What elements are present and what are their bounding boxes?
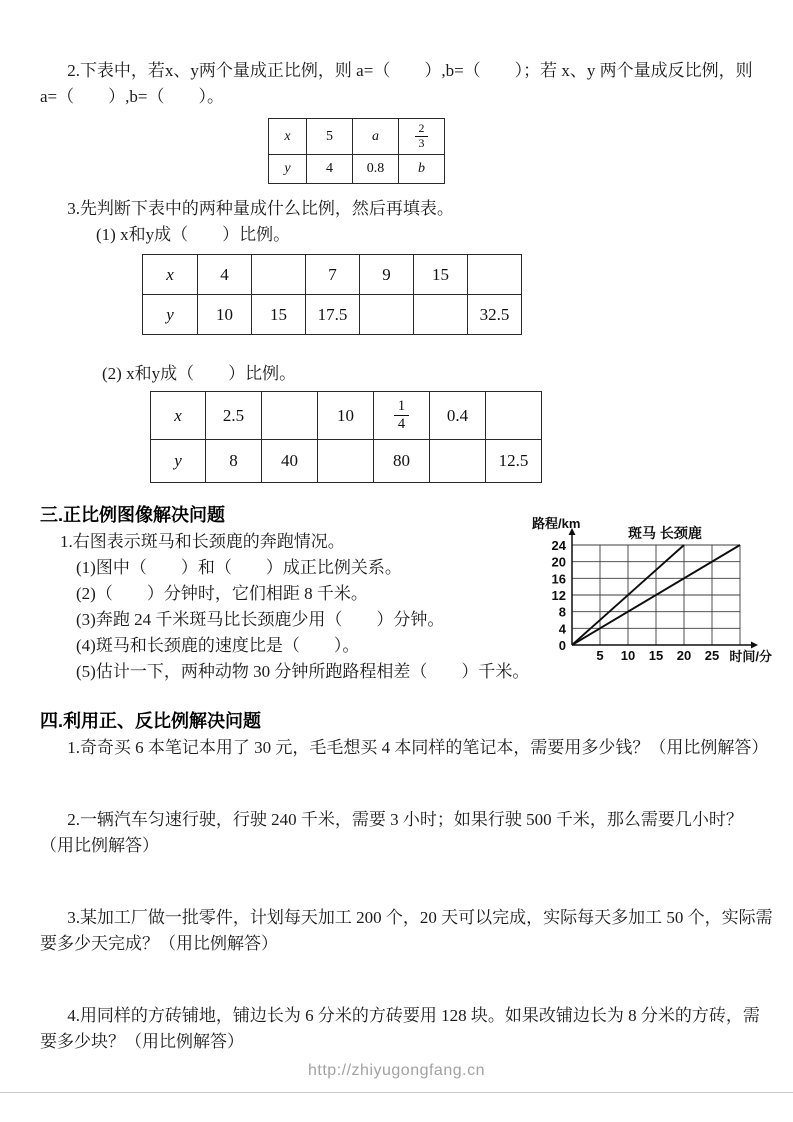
svg-text:20: 20 bbox=[676, 648, 692, 663]
table-row bbox=[143, 295, 522, 335]
table-cell: 10 bbox=[318, 392, 374, 440]
table-cell: 5 bbox=[307, 119, 353, 155]
chart-question-item-5: (5)估计一下，两种动物 30 分钟所跑路程相差（ ）千米。 bbox=[76, 662, 530, 681]
table-row bbox=[151, 440, 542, 483]
table-cell: 4 bbox=[307, 155, 353, 184]
fill-table-2 bbox=[150, 391, 542, 483]
word-problem-1: 1.奇奇买 6 本笔记本用了 30 元，毛毛想买 4 本同样的笔记本，需要用多少钱？（用比例解答） bbox=[67, 738, 769, 757]
question-2-text: 2.下表中，若x、y两个量成正比例，则 a=（ ）,b=（ ）；若 x、y 两个量成反比例，则 a=（ ）,b=（ ）。 bbox=[40, 61, 753, 106]
table-cell: 0.8 bbox=[353, 155, 399, 184]
table-cell: y bbox=[269, 155, 307, 184]
table-cell: 32.5 bbox=[468, 295, 522, 335]
table-cell: 40 bbox=[262, 440, 318, 483]
svg-text:4: 4 bbox=[558, 621, 566, 637]
table-cell: $\frac{1}{4}$ bbox=[374, 392, 430, 440]
word-problem-2: 2.一辆汽车匀速行驶，行驶 240 千米，需要 3 小时；如果行驶 500 千米，那么需要几小时？（用比例解答） bbox=[40, 810, 743, 855]
question-3-sub1: (1) x和y成（ ）比例。 bbox=[96, 225, 291, 244]
svg-text:0: 0 bbox=[558, 638, 566, 653]
table-cell: 17.5 bbox=[306, 295, 360, 335]
section-three-heading: 三.正比例图像解决问题 bbox=[40, 505, 225, 525]
chart-question-item-1: (1)图中（ ）和（ ）成正比例关系。 bbox=[76, 558, 402, 577]
table-cell: b bbox=[399, 155, 445, 184]
chart-question-intro: 1.右图表示斑马和长颈鹿的奔跑情况。 bbox=[60, 532, 345, 551]
svg-text:路程/km: 路程/km bbox=[532, 516, 581, 531]
proportion-table-xy bbox=[268, 118, 445, 184]
chart-question-item-2: (2)（ ）分钟时，它们相距 8 千米。 bbox=[76, 584, 368, 603]
word-problem-4: 4.用同样的方砖铺地，铺边长为 6 分米的方砖要用 128 块。如果改铺边长为 8 分米的方砖，需要多少块？（用比例解答） bbox=[40, 1006, 760, 1051]
table-cell: 2.5 bbox=[206, 392, 262, 440]
table-cell: a bbox=[353, 119, 399, 155]
table-cell bbox=[262, 392, 318, 440]
table-cell: 0.4 bbox=[430, 392, 486, 440]
svg-text:时间/分: 时间/分 bbox=[729, 649, 772, 664]
table-cell: y bbox=[143, 295, 198, 335]
table-cell: x bbox=[143, 255, 198, 295]
table-cell: x bbox=[151, 392, 206, 440]
table-row bbox=[143, 255, 522, 295]
table-cell: 80 bbox=[374, 440, 430, 483]
table-cell: 12.5 bbox=[486, 440, 542, 483]
table-cell: $\frac{2}{3}$ bbox=[399, 119, 445, 155]
svg-text:24: 24 bbox=[551, 538, 566, 553]
speed-line-chart bbox=[528, 515, 773, 675]
table-cell: 15 bbox=[414, 255, 468, 295]
section-three-block bbox=[40, 516, 773, 689]
section-four-heading: 四.利用正、反比例解决问题 bbox=[40, 711, 261, 731]
question-3-text: 3.先判断下表中的两种量成什么比例，然后再填表。 bbox=[67, 199, 454, 218]
table-cell bbox=[486, 392, 542, 440]
table-cell bbox=[252, 255, 306, 295]
svg-text:20: 20 bbox=[551, 554, 566, 570]
table-cell: 10 bbox=[198, 295, 252, 335]
table-cell: 15 bbox=[252, 295, 306, 335]
table-cell: 7 bbox=[306, 255, 360, 295]
svg-text:25: 25 bbox=[704, 648, 720, 663]
table-cell bbox=[318, 440, 374, 483]
table-row bbox=[269, 119, 445, 155]
svg-text:15: 15 bbox=[648, 648, 664, 663]
svg-text:10: 10 bbox=[620, 648, 636, 663]
table-cell: 8 bbox=[206, 440, 262, 483]
fill-table-1 bbox=[142, 254, 522, 335]
table-cell bbox=[430, 440, 486, 483]
table-cell: 4 bbox=[198, 255, 252, 295]
table-cell: x bbox=[269, 119, 307, 155]
chart-question-item-4: (4)斑马和长颈鹿的速度比是（ ）。 bbox=[76, 636, 360, 655]
table-row bbox=[151, 392, 542, 440]
svg-text:斑马 长颈鹿: 斑马 长颈鹿 bbox=[628, 525, 702, 541]
table-cell bbox=[414, 295, 468, 335]
table-cell bbox=[360, 295, 414, 335]
svg-text:12: 12 bbox=[551, 588, 566, 603]
svg-text:8: 8 bbox=[558, 604, 566, 620]
question-3-sub2: (2) x和y成（ ）比例。 bbox=[102, 364, 297, 383]
table-cell bbox=[468, 255, 522, 295]
table-cell: y bbox=[151, 440, 206, 483]
svg-text:5: 5 bbox=[596, 648, 604, 663]
svg-text:16: 16 bbox=[551, 571, 566, 587]
chart-question-item-3: (3)奔跑 24 千米斑马比长颈鹿少用（ ）分钟。 bbox=[76, 610, 445, 629]
word-problem-3: 3.某加工厂做一批零件，计划每天加工 200 个，20 天可以完成，实际每天多加工 50 个，实际需要多少天完成？（用比例解答） bbox=[40, 908, 773, 953]
footer-url: http://zhiyugongfang.cn bbox=[308, 1062, 485, 1079]
footer-divider bbox=[0, 1092, 793, 1093]
table-row bbox=[269, 155, 445, 184]
table-cell: 9 bbox=[360, 255, 414, 295]
